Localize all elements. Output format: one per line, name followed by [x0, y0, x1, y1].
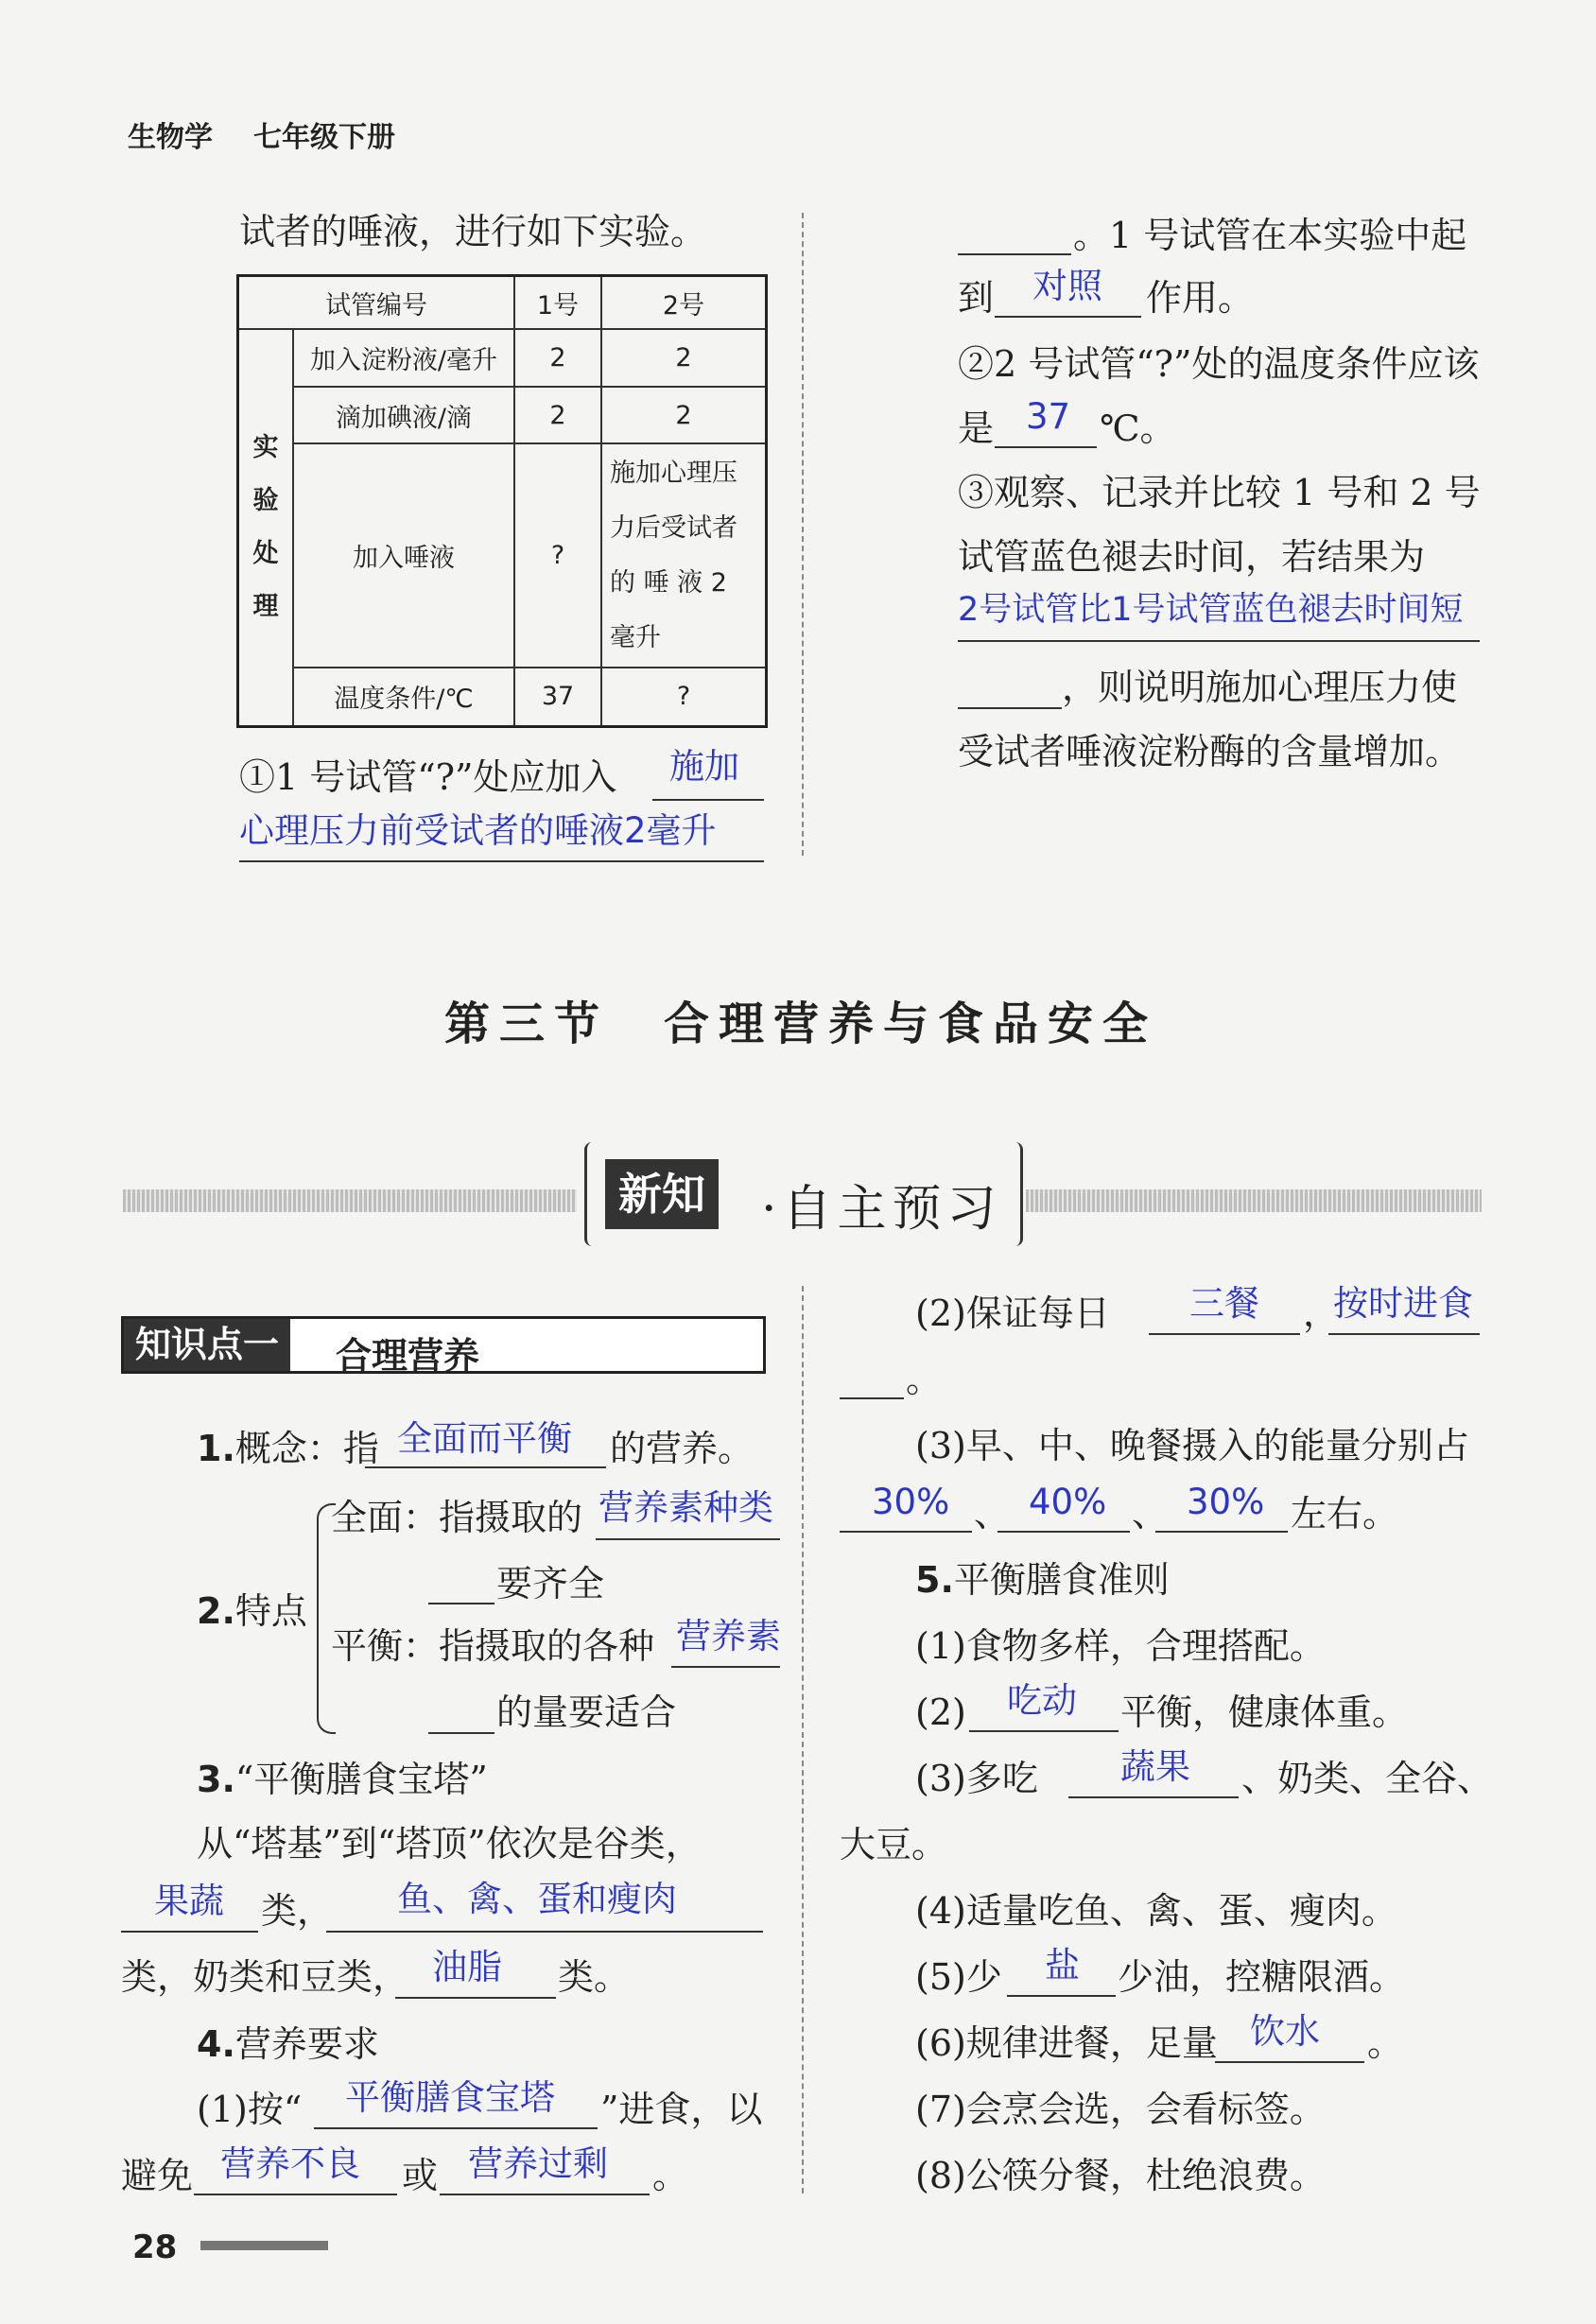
feature-balance-prefix: 平衡：指摄取的各种	[331, 1625, 655, 1667]
banner-text: ·自主预习	[761, 1181, 1002, 1238]
answer-blank	[395, 1997, 556, 1999]
pagoda-line-3-prefix: 类，奶类和豆类，	[121, 1956, 409, 1998]
answer-blank	[428, 1603, 494, 1604]
knowledge-point-tag: 知识点一	[124, 1319, 290, 1371]
feature-all-prefix: 全面：指摄取的	[331, 1497, 583, 1538]
right-line-2-suffix: 作用。	[1146, 277, 1255, 319]
table-cell-multiline: 施加心理压 力后受试者 的 唾 液 2 毫升	[601, 443, 767, 667]
knowledge-point-title: 合理营养	[336, 1335, 480, 1377]
item-4	[197, 2023, 379, 2065]
answer-blank	[314, 2127, 598, 2129]
answer-malnutrition: 营养不良	[220, 2143, 360, 2184]
item-5-number: 5.	[915, 1559, 954, 1601]
right-line-2-prefix: 到	[958, 277, 995, 319]
right-line-8: ，则说明施加心理压力使	[1062, 667, 1458, 708]
item-2	[197, 1590, 307, 1632]
answer-blank	[1328, 1333, 1480, 1335]
table-row-label: 加入唾液	[293, 443, 514, 667]
answer-three-meals: 三餐	[1189, 1283, 1259, 1324]
section-title: 第三节 合理营养与食品安全	[444, 997, 1158, 1050]
answer-fruits-vegetables: 果蔬	[154, 1881, 224, 1921]
answer-blank	[969, 1730, 1119, 1732]
column-divider-top	[802, 213, 804, 856]
requirement-1-suffix: ”进食，以	[600, 2089, 763, 2130]
answer-blank	[671, 1666, 780, 1668]
right-line-5: ③观察、记录并比较 1 号和 2 号	[958, 472, 1481, 513]
principle-2-suffix: 平衡，健康体重。	[1120, 1691, 1409, 1733]
answer-lunch-energy: 40%	[1029, 1482, 1107, 1522]
experiment-intro: 试者的唾液，进行如下实验。	[239, 211, 707, 252]
item-4-number: 4.	[197, 2023, 235, 2065]
answer-blank	[1007, 1995, 1116, 1997]
answer-blank	[121, 1931, 258, 1933]
column-divider-bottom	[802, 1286, 804, 2194]
energy-sep-2: 、	[1132, 1493, 1169, 1535]
requirement-2-end: 。	[906, 1359, 943, 1400]
answer-nutrient-types: 营养素种类	[598, 1487, 773, 1528]
answer-blank	[1155, 1531, 1288, 1533]
answer-on-time: 按时进食	[1333, 1283, 1473, 1324]
answer-temperature: 37	[1026, 396, 1071, 437]
principle-3-suffix: 、奶类、全谷、	[1241, 1758, 1494, 1799]
answer-blank	[194, 2194, 397, 2195]
principle-8: (8)公筷分餐，杜绝浪费。	[915, 2155, 1326, 2196]
answer-overnutrition: 营养过剩	[468, 2143, 608, 2184]
answer-blank	[239, 860, 764, 862]
table-row-label: 滴加碘液/滴	[293, 387, 514, 444]
answer-blank	[995, 316, 1141, 318]
feature-all-suffix: 要齐全	[496, 1563, 605, 1604]
table-cell: 2	[601, 387, 767, 444]
principle-1: (1)食物多样，合理搭配。	[915, 1625, 1326, 1667]
pagoda-line-3-suffix: 类。	[558, 1956, 631, 1998]
answer-vegetables-fruits: 蔬果	[1120, 1746, 1190, 1787]
requirement-3-text: (3)早、中、晚餐摄入的能量分别占	[915, 1425, 1469, 1466]
answer-blank	[596, 1538, 780, 1540]
table-group-label: 实 验 处 理	[238, 329, 294, 726]
requirement-2-text: (2)保证每日	[915, 1292, 1110, 1334]
banner-tag: 新知	[605, 1159, 719, 1229]
requirement-2-mid: 或	[402, 2155, 439, 2196]
table-cell: ?	[601, 668, 767, 727]
table-row-label: 温度条件/℃	[293, 668, 514, 727]
answer-blank	[440, 2194, 650, 2195]
answer-salt: 盐	[1045, 1945, 1080, 1986]
table-cell: ?	[514, 443, 601, 667]
answer-eat-move: 吃动	[1007, 1680, 1077, 1721]
page-number: 28	[132, 2229, 178, 2266]
answer-blank	[958, 640, 1480, 642]
item-2-number: 2.	[197, 1590, 235, 1632]
answer-control: 对照	[1032, 266, 1102, 306]
banner-bar-right	[1026, 1189, 1482, 1212]
answer-blank	[840, 1397, 904, 1399]
energy-suffix: 左右。	[1291, 1493, 1399, 1535]
principle-2-prefix: (2)	[915, 1691, 966, 1733]
item-4-title: 营养要求	[234, 2023, 379, 2065]
right-line-9: 受试者唾液淀粉酶的含量增加。	[958, 731, 1462, 772]
answer-blank	[652, 799, 764, 801]
item-3	[197, 1759, 488, 1800]
energy-sep-1: 、	[974, 1493, 1011, 1535]
book-subject: 生物学	[128, 121, 213, 154]
answer-blank	[428, 1732, 494, 1734]
principle-7: (7)会烹会选，会看标签。	[915, 2089, 1326, 2130]
principle-6-suffix: 。	[1367, 2022, 1404, 2064]
pagoda-line-2-mid: 类，	[261, 1890, 334, 1932]
principle-6-prefix: (6)规律进餐，足量	[915, 2022, 1218, 2064]
answer-blank	[1149, 1333, 1300, 1335]
requirement-2-suffix: 。	[652, 2155, 689, 2196]
item-3-number: 3.	[197, 1759, 235, 1800]
answer-water: 饮水	[1250, 2011, 1320, 2052]
item-1-prefix: 概念：指	[234, 1428, 379, 1469]
right-line-6: 试管蓝色褪去时间，若结果为	[958, 536, 1426, 578]
answer-q1-line2: 心理压力前受试者的唾液2毫升	[239, 810, 717, 851]
requirement-1-prefix: (1)按“	[197, 2089, 303, 2130]
item-1-number: 1.	[197, 1428, 235, 1469]
answer-pagoda: 平衡膳食宝塔	[345, 2077, 555, 2118]
right-line-3: ②2 号试管“?”处的温度条件应该	[958, 343, 1480, 385]
page-number-bar	[200, 2241, 328, 2250]
answer-nutrients: 营养素	[676, 1616, 781, 1656]
right-line-4-suffix: ℃。	[1100, 408, 1176, 449]
answer-blank	[995, 446, 1097, 448]
item-5	[915, 1559, 1170, 1601]
right-line-4-prefix: 是	[958, 408, 995, 449]
answer-blank	[998, 1531, 1130, 1533]
banner-bar-left	[123, 1189, 577, 1212]
answer-q1-line1: 施加	[669, 746, 739, 787]
table-cell: 37	[514, 668, 601, 727]
requirement-2-prefix: 避免	[121, 2155, 194, 2196]
answer-blank	[1068, 1796, 1239, 1798]
table-cell: 2	[514, 329, 601, 387]
table-cell: 2	[601, 329, 767, 387]
table-header-tube: 试管编号	[238, 276, 515, 330]
answer-blank	[326, 1931, 763, 1933]
answer-result: 2号试管比1号试管蓝色褪去时间短	[958, 591, 1464, 629]
question-1-text: ①1 号试管“?”处应加入	[239, 756, 617, 798]
item-1	[197, 1428, 379, 1469]
answer-blank	[958, 253, 1071, 255]
answer-fish-poultry: 鱼、禽、蛋和瘦肉	[397, 1879, 677, 1919]
experiment-table	[236, 274, 768, 728]
table-header-tube1: 1号	[514, 276, 601, 330]
table-row-label: 加入淀粉液/毫升	[293, 329, 514, 387]
item-5-title: 平衡膳食准则	[953, 1559, 1170, 1601]
item-1-suffix: 的营养。	[610, 1428, 755, 1469]
answer-blank	[840, 1531, 972, 1533]
answer-dinner-energy: 30%	[1187, 1482, 1265, 1522]
answer-breakfast-energy: 30%	[872, 1482, 950, 1522]
pagoda-line-1: 从“塔基”到“塔顶”依次是谷类，	[197, 1823, 702, 1864]
table-header-tube2: 2号	[601, 276, 767, 330]
principle-5-suffix: 少油，控糖限酒。	[1118, 1956, 1406, 1998]
answer-blank	[1215, 2061, 1364, 2063]
answer-oil: 油脂	[432, 1947, 502, 1987]
right-line-1: 。1 号试管在本实验中起	[1073, 215, 1467, 256]
item-3-title: “平衡膳食宝塔”	[234, 1759, 488, 1800]
answer-blank	[958, 707, 1062, 709]
principle-4: (4)适量吃鱼、禽、蛋、瘦肉。	[915, 1890, 1397, 1932]
feature-balance-suffix: 的量要适合	[496, 1691, 677, 1733]
principle-3-cont: 大豆。	[840, 1824, 948, 1865]
principle-5-prefix: (5)少	[915, 1956, 1002, 1998]
item-2-label: 特点	[234, 1590, 307, 1632]
answer-blank	[365, 1466, 606, 1468]
principle-3-prefix: (3)多吃	[915, 1758, 1038, 1799]
book-grade: 七年级下册	[253, 121, 395, 154]
answer-concept: 全面而平衡	[397, 1418, 572, 1459]
requirement-2-comma: ，	[1303, 1292, 1340, 1334]
table-cell: 2	[514, 387, 601, 444]
